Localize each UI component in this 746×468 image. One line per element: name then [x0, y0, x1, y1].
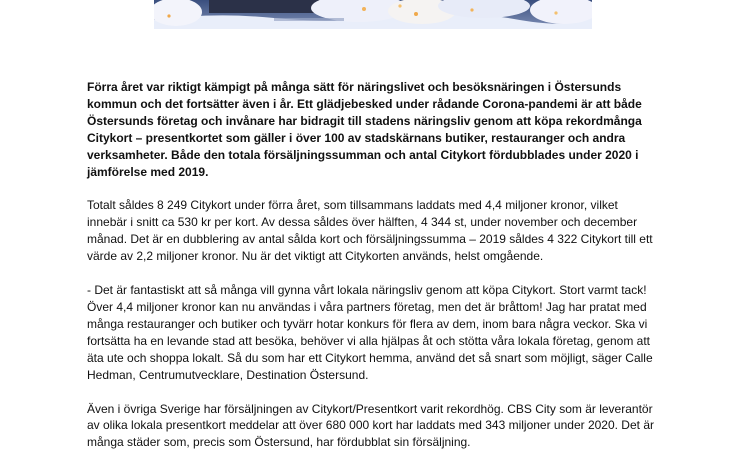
article-lead: Förra året var riktigt kämpigt på många sätt för näringslivet och besöksnäringen i Östersunds kommun och det fortsätter även i år. Ett glädjebesked under rådande Corona-pandemi är att både Östersunds företag och invånare har bidragit till stadens näringsliv genom att köpa rekordmånga Citykort – presentkortet som gäller i över 100 av stadskärnans butiker, restauranger och andra verksamheter. Både den totala försäljningssumman och antal Citykort fördubblades under 2020 i jämförelse med 2019.: [87, 80, 642, 179]
winter-street-photo: [154, 0, 592, 29]
article-paragraph: - Det är fantastiskt att så många vill gynna vårt lokala näringsliv genom att köpa Citykort. Stort varmt tack! Över 4,4 miljoner kronor kan nu användas i våra partners företag, men det är bråttom! Jag har pratat med många restauranger och butiker och tyvärr hotar konkurs för flera av dem, inom bara några veckor. Ska vi fortsätta ha en levande stad att besöka, behöver vi alla hjälpas åt och stötta våra lokala företag, genom att äta ute och shoppa lokalt. Så du som har ett Citykort hemma, använd det så snart som möjligt, säger Calle Hedman, Centrumutvecklare, Destination Östersund.: [87, 283, 653, 382]
article-paragraph: Totalt såldes 8 249 Citykort under förra året, som tillsammans laddats med 4,4 miljoner kronor, vilket innebär i snitt ca 530 kr per kort. Av dessa såldes över hälften, 4 344 st, under november och december månad. Det är en dubblering av antal sålda kort och försäljningssumma – 2019 såldes 4 322 Citykort till ett värde av 2,2 miljoner kronor. Nu är det viktigt att Citykorten används, helst omgående.: [87, 198, 653, 264]
article-paragraph: Även i övriga Sverige har försäljningen av Citykort/Presentkort varit rekordhög. CBS City som är leverantör av olika lokala presentkort meddelar att över 680 000 kort har laddats med 343 miljoner under 2020. Det är många städer som, precis som Östersund, har fördubblat sin försäljning.: [87, 401, 654, 450]
header-photo: [154, 0, 592, 29]
article-body: [87, 79, 661, 468]
